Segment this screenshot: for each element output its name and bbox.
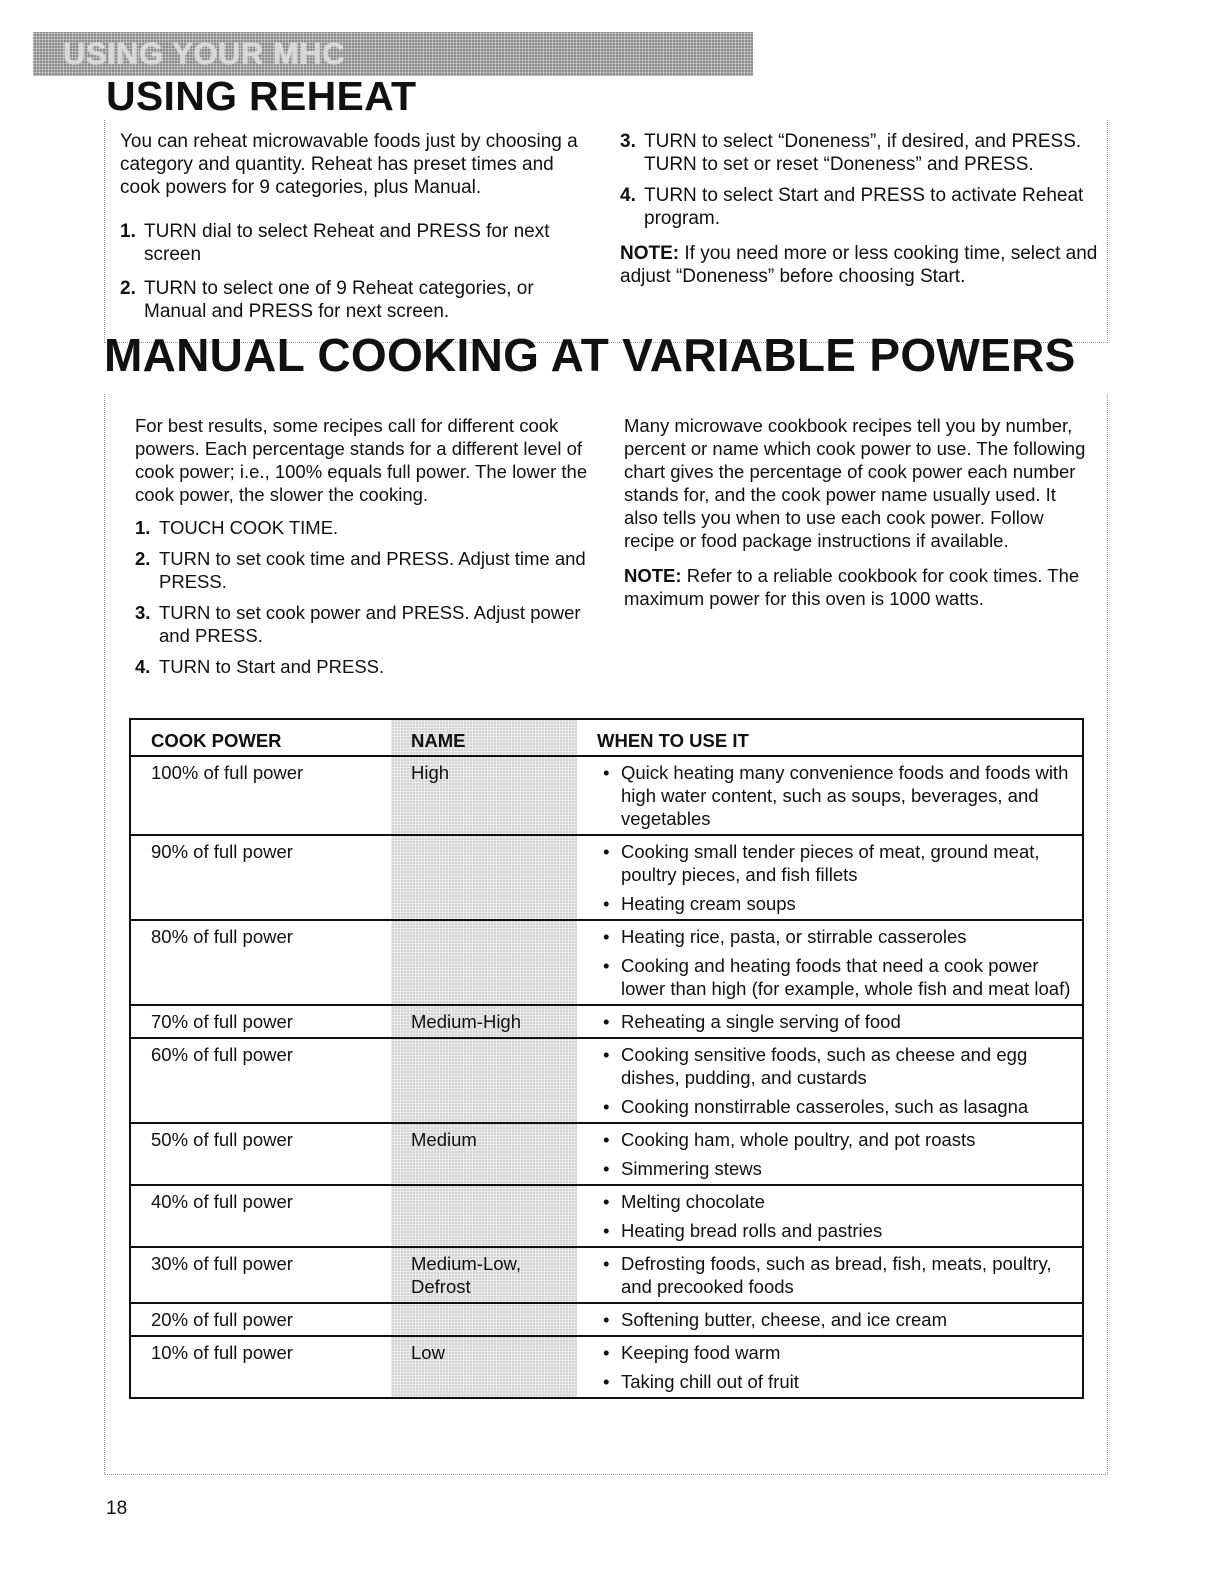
reheat-step: [120, 277, 590, 323]
power-name-cell: [391, 920, 577, 1005]
cook-power-cell: 70% of full power: [151, 1011, 293, 1032]
reheat-step: [120, 220, 590, 266]
cook-power-table: [129, 718, 1084, 1399]
manual-steps: [135, 516, 605, 678]
step-text: TURN to select one of 9 Reheat categories, or Manual and PRESS for next screen.: [144, 278, 534, 322]
step-number: 2.: [135, 548, 151, 569]
when-to-use-cell: [577, 1123, 1083, 1185]
manual-heading: MANUAL COOKING AT VARIABLE POWERS: [104, 329, 1076, 381]
when-to-use-cell: [577, 1038, 1083, 1123]
use-list: [601, 1128, 1076, 1180]
reheat-steps-left: [120, 220, 590, 323]
section-banner: [33, 32, 753, 76]
power-name-cell: [391, 835, 577, 920]
use-list: [601, 840, 1076, 915]
manual-step: [135, 601, 605, 647]
use-item: • Softening butter, cheese, and ice cream: [601, 1308, 1076, 1331]
reheat-left-column: [120, 130, 590, 323]
note-label: NOTE:: [620, 243, 680, 264]
reheat-right-column: [620, 130, 1100, 288]
reheat-step: [620, 184, 1100, 230]
page-number: 18: [106, 1498, 128, 1519]
table-row: [130, 835, 1083, 920]
power-name-cell: Medium: [391, 1123, 577, 1185]
manual-note: [624, 564, 1094, 610]
power-name-cell: Low: [391, 1336, 577, 1398]
step-text: TURN to select Start and PRESS to activate Reheat program.: [644, 185, 1084, 229]
use-item: • Defrosting foods, such as bread, fish, meats, poultry, and precooked foods: [601, 1252, 1076, 1298]
cook-power-cell: 20% of full power: [151, 1309, 293, 1330]
use-list: [601, 1341, 1076, 1393]
use-item: • Cooking ham, whole poultry, and pot roasts: [601, 1128, 1076, 1151]
use-item: • Melting chocolate: [601, 1190, 1076, 1213]
use-item: • Simmering stews: [601, 1157, 1076, 1180]
manual-step: [135, 516, 605, 539]
use-item: • Quick heating many convenience foods and foods with high water content, such as soups, beverages, and vegetables: [601, 761, 1076, 830]
step-text: TURN to set cook time and PRESS. Adjust time and PRESS.: [159, 548, 586, 592]
step-number: 4.: [135, 656, 151, 677]
power-name-cell: [391, 1303, 577, 1336]
power-name-cell: Medium-Low, Defrost: [391, 1247, 577, 1303]
use-item: • Keeping food warm: [601, 1341, 1076, 1364]
table-row: [130, 1247, 1083, 1303]
use-list: [601, 761, 1076, 830]
power-name-cell: [391, 1038, 577, 1123]
table-row: [130, 1336, 1083, 1398]
cook-power-cell: 80% of full power: [151, 926, 293, 947]
manual-intro: For best results, some recipes call for different cook powers. Each percentage stands for a different level of cook power; i.e., 100% equals full power. The lower the cook power, the slower the cooking.: [135, 415, 588, 505]
note-text: If you need more or less cooking time, select and adjust “Doneness” before choosing Start.: [620, 243, 1098, 287]
use-item: • Heating bread rolls and pastries: [601, 1219, 1076, 1242]
when-to-use-cell: [577, 1247, 1083, 1303]
cook-power-cell: 10% of full power: [151, 1342, 293, 1363]
power-name-cell: [391, 1185, 577, 1247]
use-list: [601, 1043, 1076, 1118]
column-header-when-to-use: WHEN TO USE IT: [597, 730, 749, 751]
when-to-use-cell: [577, 1303, 1083, 1336]
manual-right-column: [624, 414, 1094, 610]
when-to-use-cell: [577, 1185, 1083, 1247]
reheat-intro: You can reheat microwavable foods just by choosing a category and quantity. Reheat has preset times and cook powers for 9 categories, plus Manual.: [120, 131, 578, 198]
use-item: • Reheating a single serving of food: [601, 1010, 1076, 1033]
use-item: • Cooking nonstirrable casseroles, such as lasagna: [601, 1095, 1076, 1118]
table-header-row: [130, 719, 1083, 756]
manual-left-column: [135, 414, 605, 678]
table-row: [130, 756, 1083, 835]
table-row: [130, 920, 1083, 1005]
step-number: 2.: [120, 278, 136, 299]
power-name-cell: Medium-High: [391, 1005, 577, 1038]
manual-step: [135, 655, 605, 678]
step-text: TURN dial to select Reheat and PRESS for next screen: [144, 221, 550, 265]
use-item: • Taking chill out of fruit: [601, 1370, 1076, 1393]
banner-text: USING YOUR MHC: [63, 36, 346, 71]
step-number: 1.: [120, 221, 136, 242]
use-item: • Cooking sensitive foods, such as cheese and egg dishes, pudding, and custards: [601, 1043, 1076, 1089]
step-text: TURN to select “Doneness”, if desired, and PRESS. TURN to set or reset “Doneness” and PRESS.: [644, 131, 1082, 175]
table-row: [130, 1005, 1083, 1038]
step-text: TOUCH COOK TIME.: [159, 517, 339, 538]
use-item: • Cooking small tender pieces of meat, ground meat, poultry pieces, and fish fillets: [601, 840, 1076, 886]
step-text: TURN to Start and PRESS.: [159, 656, 385, 677]
reheat-heading: USING REHEAT: [106, 73, 417, 119]
note-label: NOTE:: [624, 565, 682, 586]
manual-chart-intro: Many microwave cookbook recipes tell you by number, percent or name which cook power to use. The following chart gives the percentage of cook power each number stands for, and the cook power name usually used. It also tells you when to use each cook power. Follow recipe or food package instructions if available.: [624, 415, 1086, 551]
step-text: TURN to set cook power and PRESS. Adjust power and PRESS.: [159, 602, 581, 646]
power-name-cell: High: [391, 756, 577, 835]
cook-power-cell: 50% of full power: [151, 1129, 293, 1150]
column-header-name: NAME: [391, 719, 577, 756]
reheat-step: [620, 130, 1100, 176]
table-row: [130, 1303, 1083, 1336]
when-to-use-cell: [577, 920, 1083, 1005]
use-item: • Heating rice, pasta, or stirrable casseroles: [601, 925, 1076, 948]
when-to-use-cell: [577, 1336, 1083, 1398]
reheat-steps-right: [620, 130, 1100, 230]
column-header-cook-power: COOK POWER: [151, 730, 282, 751]
step-number: 1.: [135, 517, 151, 538]
use-list: [601, 1010, 1076, 1033]
manual-step: [135, 547, 605, 593]
use-list: [601, 1308, 1076, 1331]
cook-power-cell: 30% of full power: [151, 1253, 293, 1274]
step-number: 4.: [620, 185, 636, 206]
use-list: [601, 1190, 1076, 1242]
cook-power-cell: 100% of full power: [151, 762, 304, 783]
reheat-note: [620, 242, 1100, 288]
note-text: Refer to a reliable cookbook for cook times. The maximum power for this oven is 1000 watts.: [624, 565, 1080, 609]
table-row: [130, 1123, 1083, 1185]
when-to-use-cell: [577, 756, 1083, 835]
when-to-use-cell: [577, 835, 1083, 920]
use-list: [601, 925, 1076, 1000]
cook-power-cell: 60% of full power: [151, 1044, 293, 1065]
cook-power-cell: 40% of full power: [151, 1191, 293, 1212]
table-row: [130, 1185, 1083, 1247]
use-list: [601, 1252, 1076, 1298]
table-body: [130, 756, 1083, 1398]
cook-power-cell: 90% of full power: [151, 841, 293, 862]
step-number: 3.: [135, 602, 151, 623]
use-item: • Cooking and heating foods that need a cook power lower than high (for example, whole fish and meat loaf): [601, 954, 1076, 1000]
use-item: • Heating cream soups: [601, 892, 1076, 915]
step-number: 3.: [620, 131, 636, 152]
table-row: [130, 1038, 1083, 1123]
when-to-use-cell: [577, 1005, 1083, 1038]
